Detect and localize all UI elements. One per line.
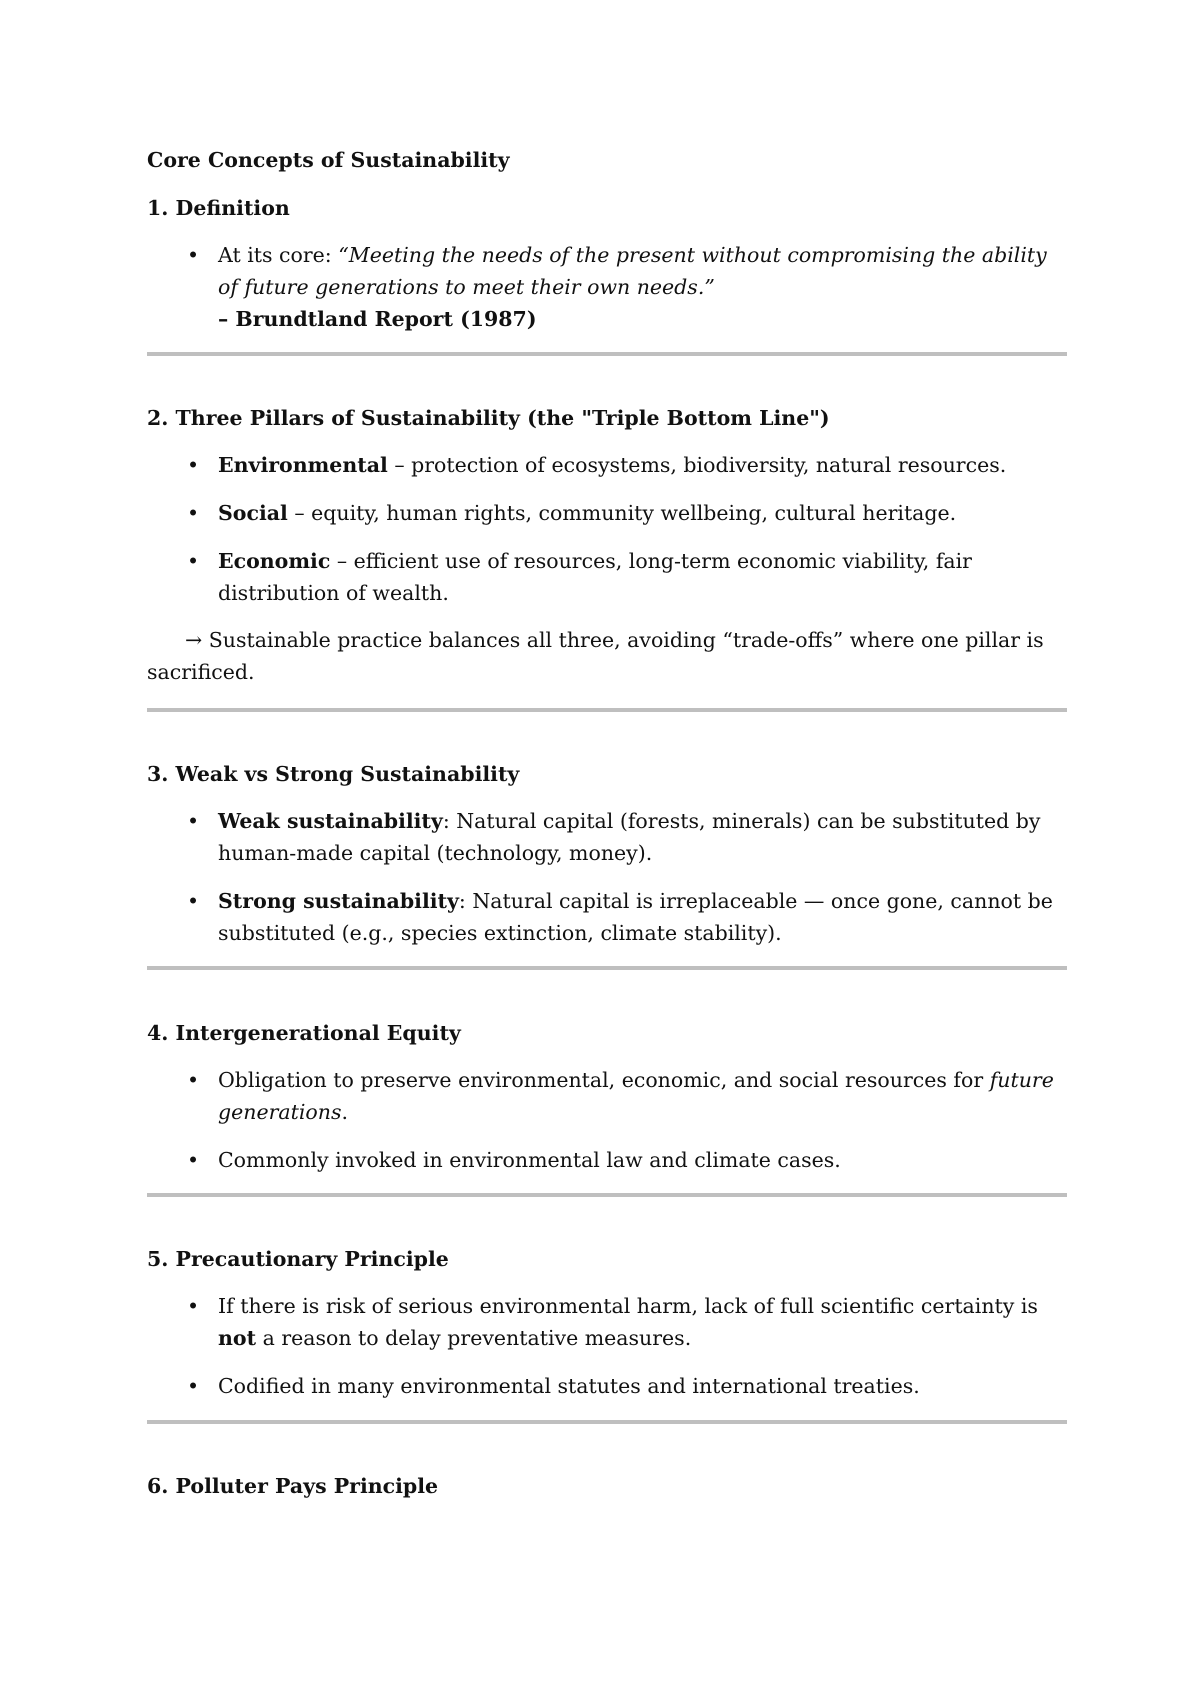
item-text: Commonly invoked in environmental law and climate cases. — [218, 1148, 841, 1172]
section-divider — [147, 1420, 1067, 1424]
pillar-description: – equity, human rights, community wellbeing, cultural heritage. — [287, 501, 957, 525]
section-precautionary-principle — [147, 1243, 1067, 1402]
list-item — [147, 1290, 1067, 1354]
item-text-end: . — [341, 1100, 349, 1124]
bullet-icon: • — [187, 809, 200, 833]
section-divider — [147, 1193, 1067, 1197]
section-heading: 6. Polluter Pays Principle — [147, 1474, 439, 1498]
list-item — [147, 497, 1067, 529]
pillar-term: Environmental — [218, 453, 388, 477]
section-divider — [147, 966, 1067, 970]
list-item — [147, 1064, 1067, 1128]
item-text: Obligation to preserve environmental, economic, and social resources for — [218, 1068, 990, 1092]
section-heading: 5. Precautionary Principle — [147, 1247, 449, 1271]
bullet-icon: • — [187, 1374, 200, 1398]
bullet-icon: • — [187, 549, 200, 573]
concept-description: : Natural capital (forests, minerals) can be substituted by human-made capital (technology, money). — [218, 809, 1041, 865]
pillar-description: – efficient use of resources, long-term economic viability, fair distribution of wealth. — [218, 549, 972, 605]
pillar-term: Economic — [218, 549, 331, 573]
list-item — [147, 239, 1067, 335]
pillar-term: Social — [218, 501, 288, 525]
item-emphasis: not — [218, 1326, 257, 1350]
bullet-icon: • — [187, 889, 200, 913]
pillars-note: → Sustainable practice balances all three, avoiding “trade-offs” where one pillar is sacrificed. — [147, 628, 1044, 684]
bullet-list — [147, 239, 1067, 335]
bullet-icon: • — [187, 1294, 200, 1318]
section-divider — [147, 352, 1067, 356]
concept-description: : Natural capital is irreplaceable — once gone, cannot be substituted (e.g., species extinction, climate stability). — [218, 889, 1053, 945]
bullet-list — [147, 1064, 1067, 1176]
section-heading: 3. Weak vs Strong Sustainability — [147, 762, 520, 786]
document-title: Core Concepts of Sustainability — [147, 148, 510, 172]
pillar-description: – protection of ecosystems, biodiversity, natural resources. — [387, 453, 1007, 477]
concept-term: Strong sustainability — [218, 889, 459, 913]
bullet-icon: • — [187, 501, 200, 525]
list-item — [147, 449, 1067, 481]
quote-attribution: – Brundtland Report (1987) — [218, 307, 537, 331]
concept-term: Weak sustainability — [218, 809, 443, 833]
item-text-end: a reason to delay preventative measures. — [256, 1326, 692, 1350]
bullet-list — [147, 805, 1067, 949]
section-weak-vs-strong — [147, 758, 1067, 949]
section-intergenerational-equity — [147, 1017, 1067, 1176]
list-item — [147, 1370, 1067, 1402]
bullet-list — [147, 449, 1067, 609]
bullet-icon: • — [187, 453, 200, 477]
section-polluter-pays — [147, 1470, 1067, 1517]
bullet-icon: • — [187, 1148, 200, 1172]
list-item — [147, 1144, 1067, 1176]
section-definition — [147, 192, 1067, 335]
bullet-list — [147, 1290, 1067, 1402]
bullet-icon: • — [187, 243, 200, 267]
section-heading: 2. Three Pillars of Sustainability (the "Triple Bottom Line") — [147, 406, 830, 430]
list-item — [147, 885, 1067, 949]
section-heading: 1. Definition — [147, 196, 290, 220]
section-heading: 4. Intergenerational Equity — [147, 1021, 461, 1045]
bullet-lead-text: At its core: — [218, 243, 339, 267]
list-item — [147, 805, 1067, 869]
brundtland-quote: “Meeting the needs of the present without compromising the ability of future generations to meet their own needs.” — [218, 243, 1047, 299]
item-text: If there is risk of serious environmental harm, lack of full scientific certainty is — [218, 1294, 1038, 1318]
bullet-icon: • — [187, 1068, 200, 1092]
item-text: Codified in many environmental statutes and international treaties. — [218, 1374, 920, 1398]
list-item — [147, 545, 1067, 609]
item-emphasis: future generations — [218, 1068, 1054, 1124]
section-three-pillars — [147, 402, 1067, 688]
section-divider — [147, 708, 1067, 712]
